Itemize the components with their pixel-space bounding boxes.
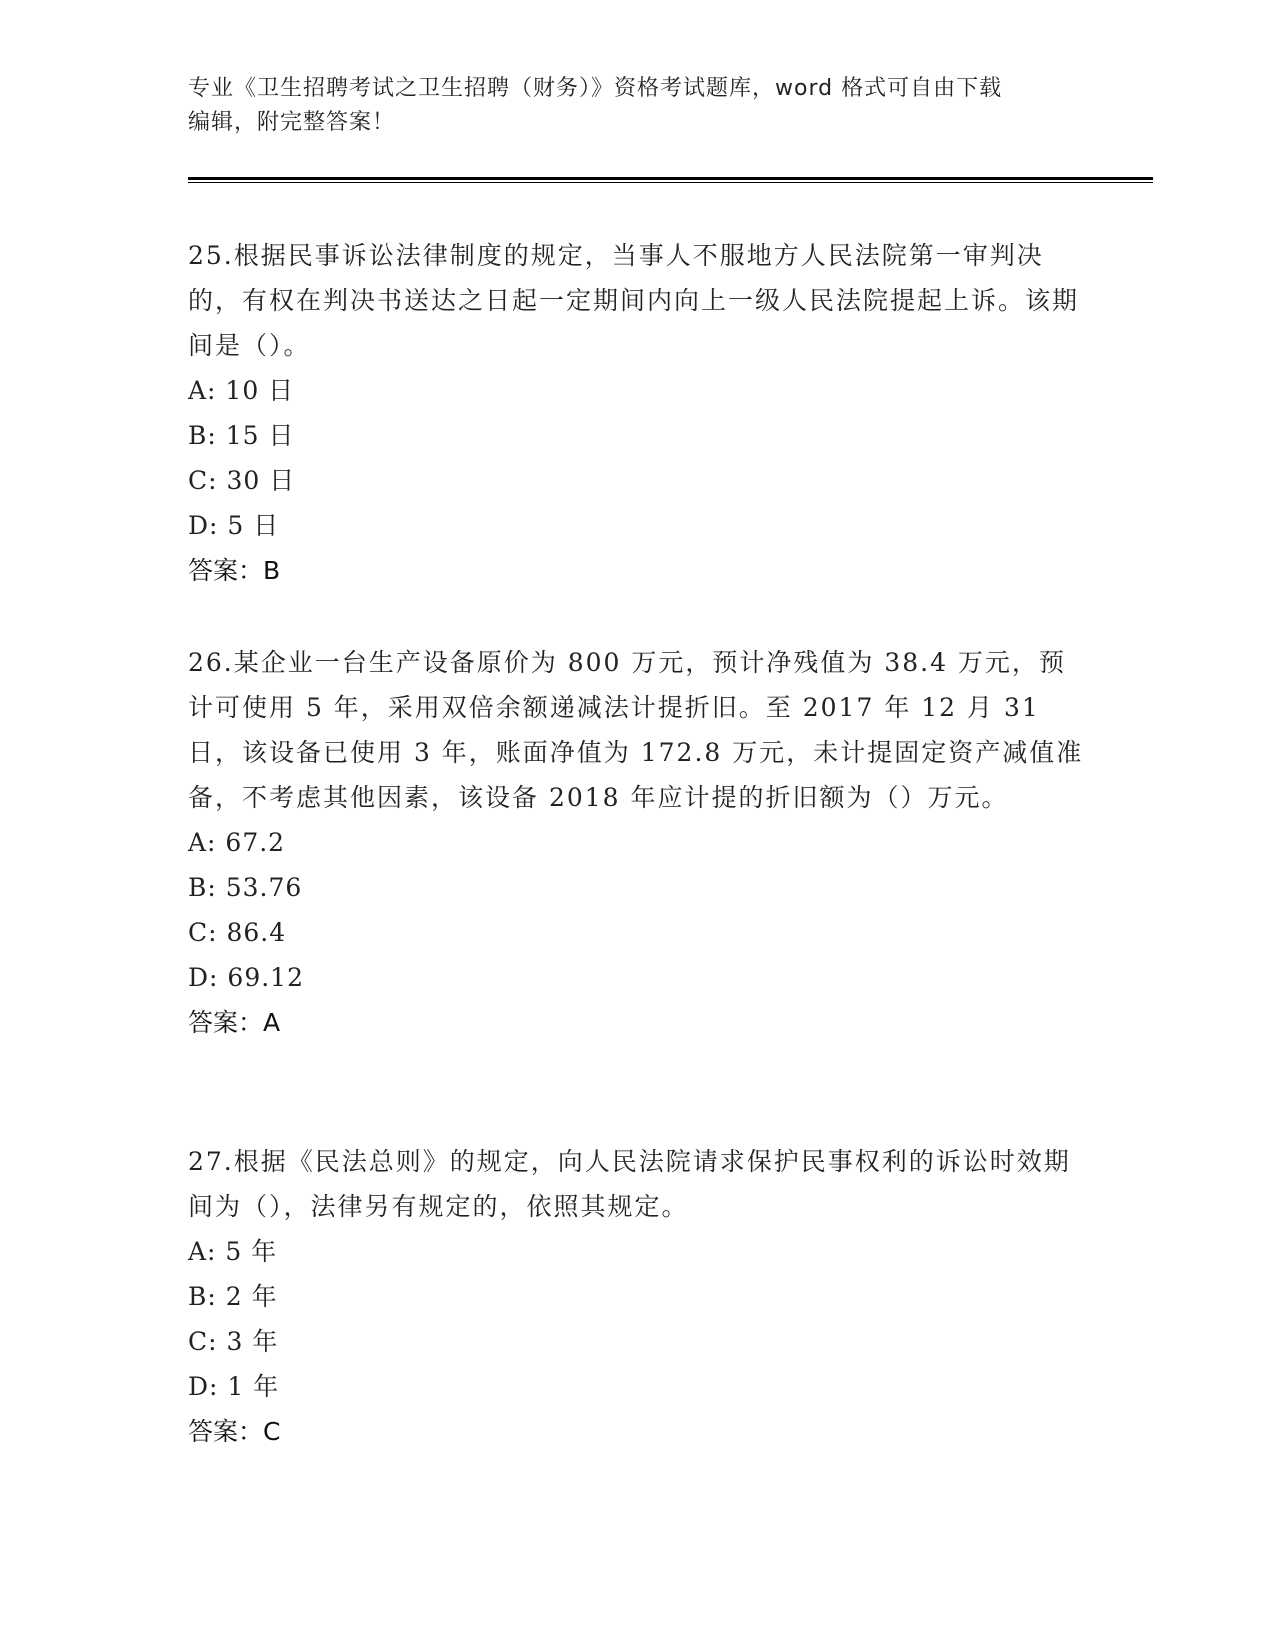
option-b: B: 2 年	[188, 1282, 278, 1311]
question-26	[188, 640, 1088, 1045]
header-divider-thick	[188, 177, 1153, 180]
option-d: D: 69.12	[188, 963, 304, 992]
answer: 答案：A	[188, 1008, 281, 1037]
option-b: B: 15 日	[188, 421, 295, 450]
option-c: C: 86.4	[188, 918, 287, 947]
option-b: B: 53.76	[188, 873, 303, 902]
question-text: 27.根据《民法总则》的规定，向人民法院请求保护民事权利的诉讼时效期间为（），法律另有规定的，依照其规定。	[188, 1147, 1071, 1221]
option-d: D: 1 年	[188, 1372, 280, 1401]
question-text: 26.某企业一台生产设备原价为 800 万元，预计净残值为 38.4 万元，预计可使用 5 年，采用双倍余额递减法计提折旧。至 2017 年 12 月 31 日，该设备已使用 3 年，账面净值为 172.8 万元，未计提固定资产减值准备，不考虑其他因素，该设备 2018 年应计提的折旧额为（）万元。	[188, 648, 1084, 812]
answer: 答案：B	[188, 556, 281, 585]
header-divider-thin	[188, 182, 1153, 183]
option-c: C: 30 日	[188, 466, 296, 495]
option-d: D: 5 日	[188, 511, 280, 540]
option-a: A: 67.2	[188, 828, 286, 857]
option-a: A: 5 年	[188, 1237, 278, 1266]
question-25	[188, 233, 1088, 593]
question-text: 25.根据民事诉讼法律制度的规定，当事人不服地方人民法院第一审判决的，有权在判决书送达之日起一定期间内向上一级人民法院提起上诉。该期间是（）。	[188, 241, 1080, 360]
answer: 答案：C	[188, 1417, 281, 1446]
option-a: A: 10 日	[188, 376, 295, 405]
question-27	[188, 1139, 1088, 1454]
option-c: C: 3 年	[188, 1327, 279, 1356]
document-header: 专业《卫生招聘考试之卫生招聘（财务）》资格考试题库，word 格式可自由下载 编辑，附完整答案！	[188, 76, 1003, 135]
